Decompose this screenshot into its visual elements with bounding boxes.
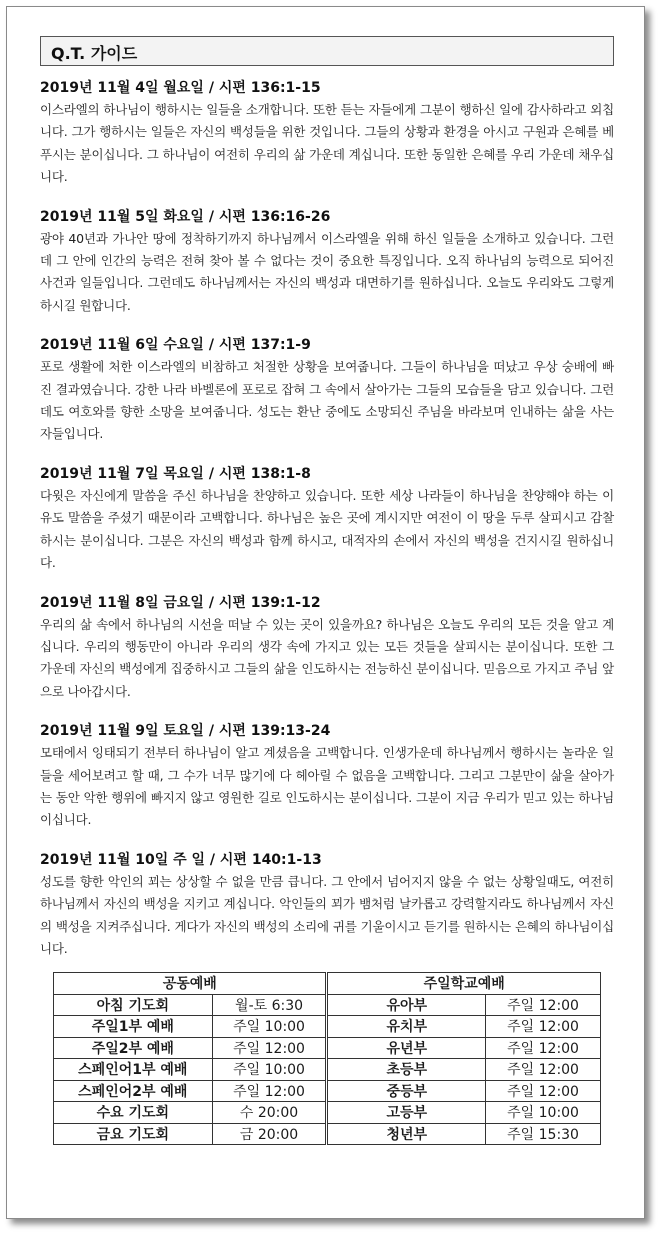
service-name: 주일2부 예배	[54, 1037, 213, 1059]
service-time: 월-토 6:30	[212, 994, 327, 1016]
entry-title: 2019년 11월 6일 수요일 / 시편 137:1-9	[40, 337, 311, 354]
service-name: 스페인어2부 예배	[54, 1080, 213, 1102]
service-time: 수 20:00	[212, 1102, 327, 1124]
entry-body: 광야 40년과 가나안 땅에 정착하기까지 하나님께서 이스라엘을 위해 하신 일들을 소개하고 있습니다. 그런데 그 안에 인간의 능력은 전혀 찾아 볼 수 없다는 것이 중요한 특징입니다. 오직 하나님의 능력으로 되어진 사건과 일들입니다. 그런데도 하나님께서는 자신의 백성과 대면하기를 원하십니다. 오늘도 우리와도 그렇게 하시길 원합니다.	[40, 230, 614, 313]
schedule-row	[54, 1102, 601, 1124]
qt-entry	[40, 592, 614, 704]
service-name: 수요 기도회	[54, 1102, 213, 1124]
schedule-row	[54, 1080, 601, 1102]
service-name: 주일1부 예배	[54, 1016, 213, 1038]
entry-body: 성도를 향한 악인의 꾀는 상상할 수 없을 만큼 큽니다. 그 안에서 넘어지지 않을 수 없는 상황일때도, 여전히 하나님께서 자신의 백성을 지키고 계십니다. 악인들의 꾀가 뱀처럼 날카롭고 강력할지라도 하나님께서 자신의 백성을 지켜주십니다. 게다가 자신의 백성의 소리에 귀를 기울이시고 듣기를 원하시는 은혜의 하나님이십니다.	[40, 873, 614, 956]
qt-entry	[40, 206, 614, 318]
schedule-row	[54, 1016, 601, 1038]
entry-body: 우리의 삶 속에서 하나님의 시선을 떠날 수 있는 곳이 있을까요? 하나님은 오늘도 우리의 모든 것을 알고 계십니다. 우리의 행동만이 아니라 우리의 생각 속에 가지고 있는 모든 것들을 살피시는 분이십니다. 또한 그 가운데 자신의 백성에게 집중하시고 그들의 삶을 인도하시는 전능하신 분이십니다. 믿음으로 가지고 주님 앞으로 나아갑시다.	[40, 616, 614, 699]
entry-title: 2019년 11월 8일 금요일 / 시편 139:1-12	[40, 594, 321, 611]
page-title: Q.T. 가이드	[51, 44, 138, 63]
schedule-header-sunday-school: 주일학교예배	[327, 973, 601, 995]
department-time: 주일 12:00	[486, 994, 601, 1016]
department-time: 주일 12:00	[486, 1059, 601, 1081]
service-name: 금요 기도회	[54, 1123, 213, 1145]
worship-schedule-table	[53, 972, 601, 1145]
service-time: 주일 10:00	[212, 1016, 327, 1038]
schedule-row	[54, 1059, 601, 1081]
schedule-row	[54, 1037, 601, 1059]
schedule-row	[54, 994, 601, 1016]
schedule-row	[54, 1123, 601, 1145]
qt-entry	[40, 849, 614, 961]
entry-body: 다윗은 자신에게 말씀을 주신 하나님을 찬양하고 있습니다. 또한 세상 나라들이 하나님을 찬양해야 하는 이유도 말씀을 주셨기 때문이라 고백합니다. 하나님은 높은 곳에 계시지만 여전이 이 땅을 두루 살피시고 감찰하시는 분이십니다. 그분은 자신의 백성과 함께 하시고, 대적자의 손에서 자신의 백성을 건지시길 원하십니다.	[40, 487, 614, 571]
service-name: 스페인어1부 예배	[54, 1059, 213, 1081]
qt-entry	[40, 334, 614, 446]
entry-title: 2019년 11월 9일 토요일 / 시편 139:13-24	[40, 723, 331, 740]
entry-title: 2019년 11월 5일 화요일 / 시편 136:16-26	[40, 208, 331, 225]
schedule-header-row	[54, 973, 601, 995]
section-header	[40, 36, 614, 66]
qt-entry	[40, 77, 614, 189]
qt-entry	[40, 463, 614, 575]
entry-title: 2019년 11월 10일 주 일 / 시편 140:1-13	[40, 851, 322, 868]
schedule-header-main-worship: 공동예배	[54, 973, 327, 995]
service-time: 주일 12:00	[212, 1037, 327, 1059]
department-name: 고등부	[327, 1102, 486, 1124]
department-time: 주일 12:00	[486, 1016, 601, 1038]
service-time: 주일 12:00	[212, 1080, 327, 1102]
department-name: 초등부	[327, 1059, 486, 1081]
entry-body: 이스라엘의 하나님이 행하시는 일들을 소개합니다. 또한 듣는 자들에게 그분이 행하신 일에 감사하라고 외칩니다. 그가 행하시는 일들은 자신의 백성들을 위한 것입니다. 그들의 상황과 환경을 아시고 구원과 은혜를 베푸시는 분이십니다. 그 하나님이 여전히 우리의 삶 가운데 계십니다. 또한 동일한 은혜를 우리 가운데 채우십니다.	[40, 102, 614, 185]
entry-title: 2019년 11월 7일 목요일 / 시편 138:1-8	[40, 465, 311, 482]
department-name: 유년부	[327, 1037, 486, 1059]
department-name: 청년부	[327, 1123, 486, 1145]
service-time: 금 20:00	[212, 1123, 327, 1145]
entry-body: 포로 생활에 처한 이스라엘의 비참하고 처절한 상황을 보여줍니다. 그들이 하나님을 떠났고 우상 숭배에 빠진 결과였습니다. 강한 나라 바벨론에 포로로 잡혀 그 속에서 살아가는 그들의 모습들을 담고 있습니다. 그런데도 여호와를 향한 소망을 보여줍니다. 성도는 환난 중에도 소망되신 주님을 바라보며 인내하는 삶을 사는 자들입니다.	[40, 359, 614, 442]
entry-title: 2019년 11월 4일 월요일 / 시편 136:1-15	[40, 80, 321, 96]
qt-entries	[40, 77, 614, 977]
department-time: 주일 15:30	[486, 1123, 601, 1145]
bulletin-page	[6, 6, 645, 1219]
department-name: 유치부	[327, 1016, 486, 1038]
service-time: 주일 10:00	[212, 1059, 327, 1081]
department-time: 주일 10:00	[486, 1102, 601, 1124]
department-name: 유아부	[327, 994, 486, 1016]
department-time: 주일 12:00	[486, 1080, 601, 1102]
department-time: 주일 12:00	[486, 1037, 601, 1059]
entry-body: 모태에서 잉태되기 전부터 하나님이 알고 계셨음을 고백합니다. 인생가운데 하나님께서 행하시는 놀라운 일들을 세어보려고 할 때, 그 수가 너무 많기에 다 헤아릴 수 없음을 고백합니다. 그리고 그분만이 삶을 살아가는 동안 악한 행위에 빠지지 않고 영원한 길로 인도하시는 분이십니다. 그분이 지금 우리가 믿고 있는 하나님이십니다.	[40, 745, 614, 828]
qt-entry	[40, 720, 614, 832]
department-name: 중등부	[327, 1080, 486, 1102]
service-name: 아침 기도회	[54, 994, 213, 1016]
